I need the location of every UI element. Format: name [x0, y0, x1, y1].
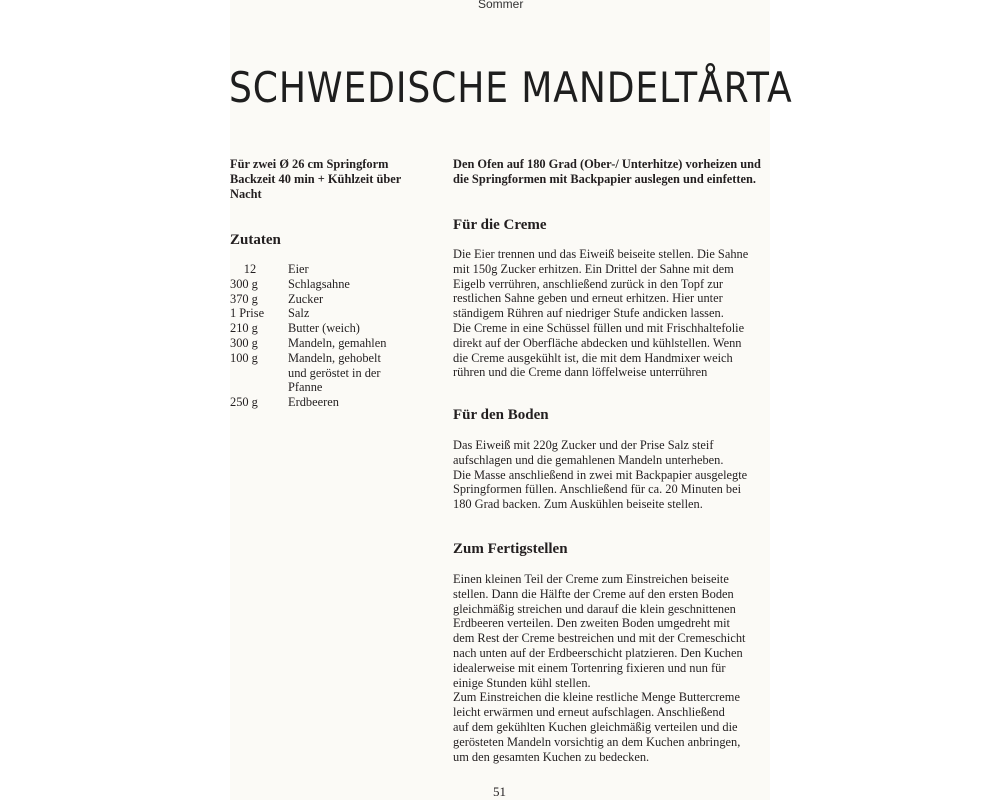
ingredient-qty: 100 g — [230, 350, 258, 365]
body-line: rühren und die Creme dann löffelweise unterrühren — [453, 365, 708, 380]
body-line: die Creme ausgekühlt ist, die mit dem Handmixer weich — [453, 350, 733, 365]
body-line: Erdbeeren verteilen. Den zweiten Boden umgedreht mit — [453, 616, 730, 631]
ingredient-row — [230, 262, 398, 277]
ingredient-name: Mandeln, gehobelt — [288, 350, 381, 365]
body-line: Springformen füllen. Anschließend für ca. 20 Minuten bei — [453, 482, 742, 497]
body-line: nach unten auf der Erdbeerschicht platzieren. Den Kuchen — [453, 645, 743, 660]
body-line: 180 Grad backen. Zum Auskühlen beiseite stellen. — [453, 497, 703, 512]
body-line: einige Stunden kühl stellen. — [453, 675, 591, 690]
intro-line: Den Ofen auf 180 Grad (Ober-/ Unterhitze) vorheizen und — [453, 157, 761, 171]
body-line: Einen kleinen Teil der Creme zum Einstreichen beiseite — [453, 572, 729, 586]
ingredient-row — [230, 366, 398, 381]
ingredient-row — [230, 351, 398, 366]
ingredient-name: Pfanne — [288, 380, 323, 395]
ingredient-name: Zucker — [288, 291, 324, 306]
section-body-boden — [453, 438, 773, 512]
meta-line: Nacht — [230, 187, 262, 201]
body-line: aufschlagen und die gemahlenen Mandeln unterheben. — [453, 452, 724, 467]
body-line: gerösteten Mandeln vorsichtig an dem Kuchen anbringen, — [453, 734, 741, 749]
section-heading-boden: Für den Boden — [453, 407, 549, 423]
ingredient-qty: 250 g — [230, 395, 258, 410]
body-line: ständigem Rühren auf niedriger Stufe andicken lassen. — [453, 306, 724, 321]
body-line: dem Rest der Creme bestreichen und mit der Cremeschicht — [453, 631, 746, 646]
ingredient-row — [230, 336, 398, 351]
recipe-intro — [453, 157, 783, 187]
ingredient-qty: 300 g — [230, 335, 258, 350]
body-line: Die Creme in eine Schüssel füllen und mit Frischhaltefolie — [453, 320, 745, 335]
ingredient-name: Schlagsahne — [288, 276, 350, 291]
ingredient-row — [230, 380, 398, 395]
ingredient-qty — [230, 380, 288, 395]
section-body-fertig — [453, 572, 773, 764]
ingredient-qty: 300 g — [230, 276, 258, 291]
ingredient-name: Mandeln, gemahlen — [288, 335, 387, 350]
intro-line: die Springformen mit Backpapier auslegen und einfetten. — [453, 172, 757, 186]
body-line: Eigelb verrühren, anschließend zurück in den Topf zur — [453, 276, 724, 291]
ingredient-qty: 1 Prise — [230, 306, 265, 321]
section-heading-creme: Für die Creme — [453, 217, 547, 233]
ingredient-qty: 12 — [243, 262, 257, 276]
recipe-title: SCHWEDISCHE MANDELTÅRTA — [229, 63, 793, 112]
ingredient-qty — [230, 366, 288, 381]
meta-line: Backzeit 40 min + Kühlzeit über — [230, 172, 402, 186]
ingredient-name: Eier — [288, 262, 309, 276]
ingredient-row — [230, 395, 398, 410]
body-line: gleichmäßig streichen und darauf die klein geschnittenen — [453, 601, 736, 616]
body-line: auf dem gekühlten Kuchen gleichmäßig verteilen und die — [453, 719, 738, 734]
ingredient-row — [230, 306, 398, 321]
ingredient-name: und geröstet in der — [288, 365, 381, 380]
ingredient-qty: 370 g — [230, 291, 258, 306]
ingredient-qty: 210 g — [230, 321, 258, 336]
ingredient-name: Butter (weich) — [288, 321, 360, 336]
body-line: stellen. Dann die Hälfte der Creme auf den ersten Boden — [453, 586, 734, 601]
ingredient-name: Erdbeeren — [288, 395, 339, 410]
ingredient-row — [230, 321, 398, 336]
body-line: Die Masse anschließend in zwei mit Backpapier ausgelegte — [453, 467, 748, 482]
ingredients-list — [230, 262, 398, 410]
ingredients-heading: Zutaten — [230, 232, 281, 248]
meta-line: Für zwei Ø 26 cm Springform — [230, 157, 389, 171]
section-body-creme — [453, 247, 773, 380]
body-line: Die Eier trennen und das Eiweiß beiseite stellen. Die Sahne — [453, 247, 749, 261]
ingredient-row — [230, 292, 398, 307]
section-header: Sommer — [478, 0, 524, 11]
body-line: mit 150g Zucker erhitzen. Ein Drittel der Sahne mit dem — [453, 261, 734, 276]
body-line: restlichen Sahne geben und erneut erhitzen. Hier unter — [453, 291, 723, 306]
ingredient-name: Salz — [288, 306, 310, 321]
body-line: direkt auf der Oberfläche abdecken und kühlstellen. Wenn — [453, 335, 742, 350]
recipe-meta — [230, 157, 430, 202]
ingredient-row — [230, 277, 398, 292]
body-line: um den gesamten Kuchen zu bedecken. — [453, 749, 650, 764]
body-line: Zum Einstreichen die kleine restliche Menge Buttercreme — [453, 690, 740, 705]
body-line: Das Eiweiß mit 220g Zucker und der Prise Salz steif — [453, 438, 714, 452]
body-line: idealerweise mit einem Tortenring fixieren und nun für — [453, 660, 726, 675]
page-number: 51 — [493, 784, 506, 799]
body-line: leicht erwärmen und erneut aufschlagen. Anschließend — [453, 705, 725, 720]
section-heading-fertig: Zum Fertigstellen — [453, 541, 568, 557]
